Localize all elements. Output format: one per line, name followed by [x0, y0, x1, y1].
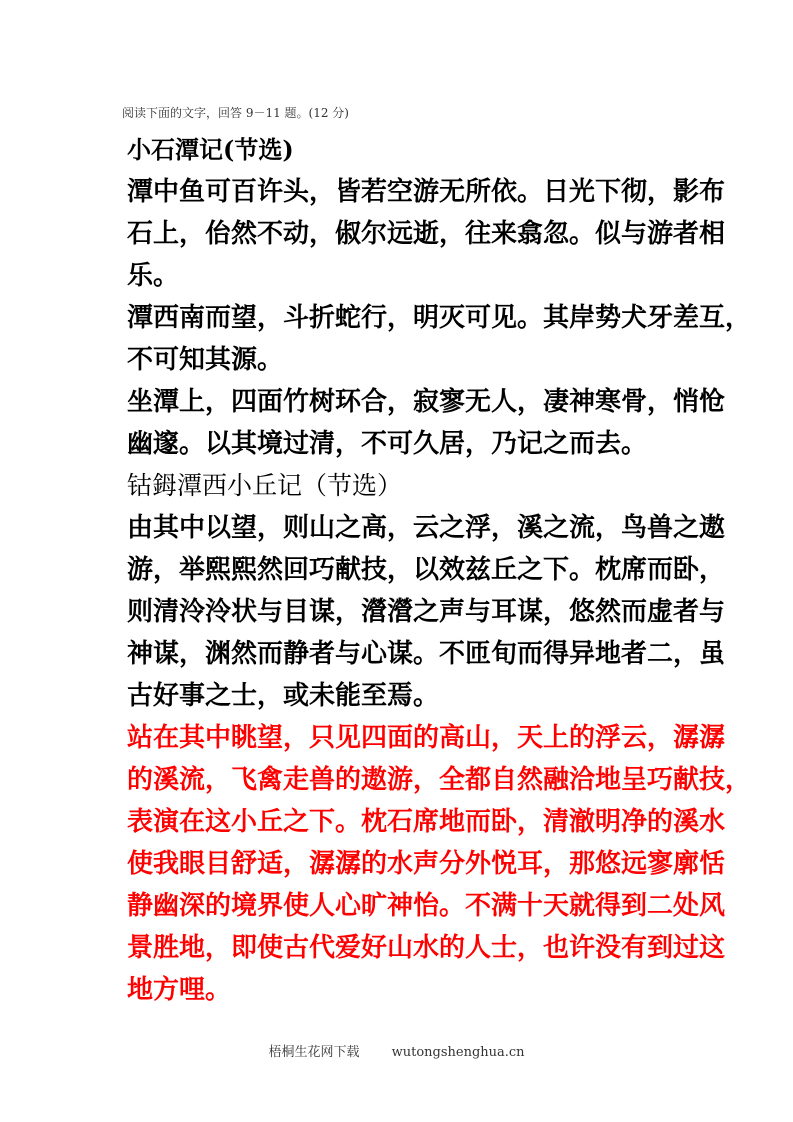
translation-body [127, 717, 752, 1011]
text1-body [127, 171, 752, 465]
text-line: 使我眼目舒适，潺潺的水声分外悦耳，那悠远寥廓恬 [127, 849, 726, 879]
text-line: 坐潭上，四面竹树环合，寂寥无人，凄神寒骨，悄怆 [127, 387, 726, 417]
text2-body [127, 507, 726, 717]
text-line: 静幽深的境界使人心旷神怡。不满十天就得到二处风 [127, 891, 726, 921]
text2-title: 钴鉧潭西小丘记（节选） [127, 471, 403, 500]
text-line: 不可知其源。 [127, 345, 284, 375]
footer-url: wutongshenghua.cn [391, 1045, 525, 1060]
text-line: 游，举熙熙然回巧献技，以效兹丘之下。枕席而卧， [127, 555, 726, 585]
text-line: 的溪流，飞禽走兽的遨游，全都自然融洽地呈巧献技， [127, 765, 752, 795]
document-body [127, 129, 752, 1011]
text1-title: 小石潭记(节选) [127, 135, 294, 164]
text-line: 乐。 [127, 261, 180, 291]
text-line: 潭西南而望，斗折蛇行，明灭可见。其岸势犬牙差互， [127, 303, 752, 333]
footer [0, 1041, 793, 1060]
text-line: 地方哩。 [127, 975, 232, 1005]
text-line: 潭中鱼可百许头，皆若空游无所依。日光下彻，影布 [127, 177, 726, 207]
question-instruction: 阅读下面的文字，回答 9－11 题。(12 分) [122, 106, 349, 120]
text-line: 站在其中眺望，只见四面的高山，天上的浮云，潺潺 [127, 723, 726, 753]
text-line: 幽邃。以其境过清，不可久居，乃记之而去。 [127, 429, 648, 459]
footer-site-name: 梧桐生花网下载 [268, 1045, 360, 1060]
text-line: 神谋，渊然而静者与心谋。不匝旬而得异地者二，虽 [127, 639, 726, 669]
text-line: 景胜地，即使古代爱好山水的人士，也许没有到过这 [127, 933, 726, 963]
text-line: 则清泠泠状与目谋，瀯瀯之声与耳谋，悠然而虚者与 [127, 597, 726, 627]
text-line: 表演在这小丘之下。枕石席地而卧，清澈明净的溪水 [127, 807, 726, 837]
text-line: 石上，佁然不动，俶尔远逝，往来翕忽。似与游者相 [127, 219, 726, 249]
text-line: 古好事之士，或未能至焉。 [127, 681, 440, 711]
text-line: 由其中以望，则山之高，云之浮，溪之流，鸟兽之遨 [127, 513, 726, 543]
